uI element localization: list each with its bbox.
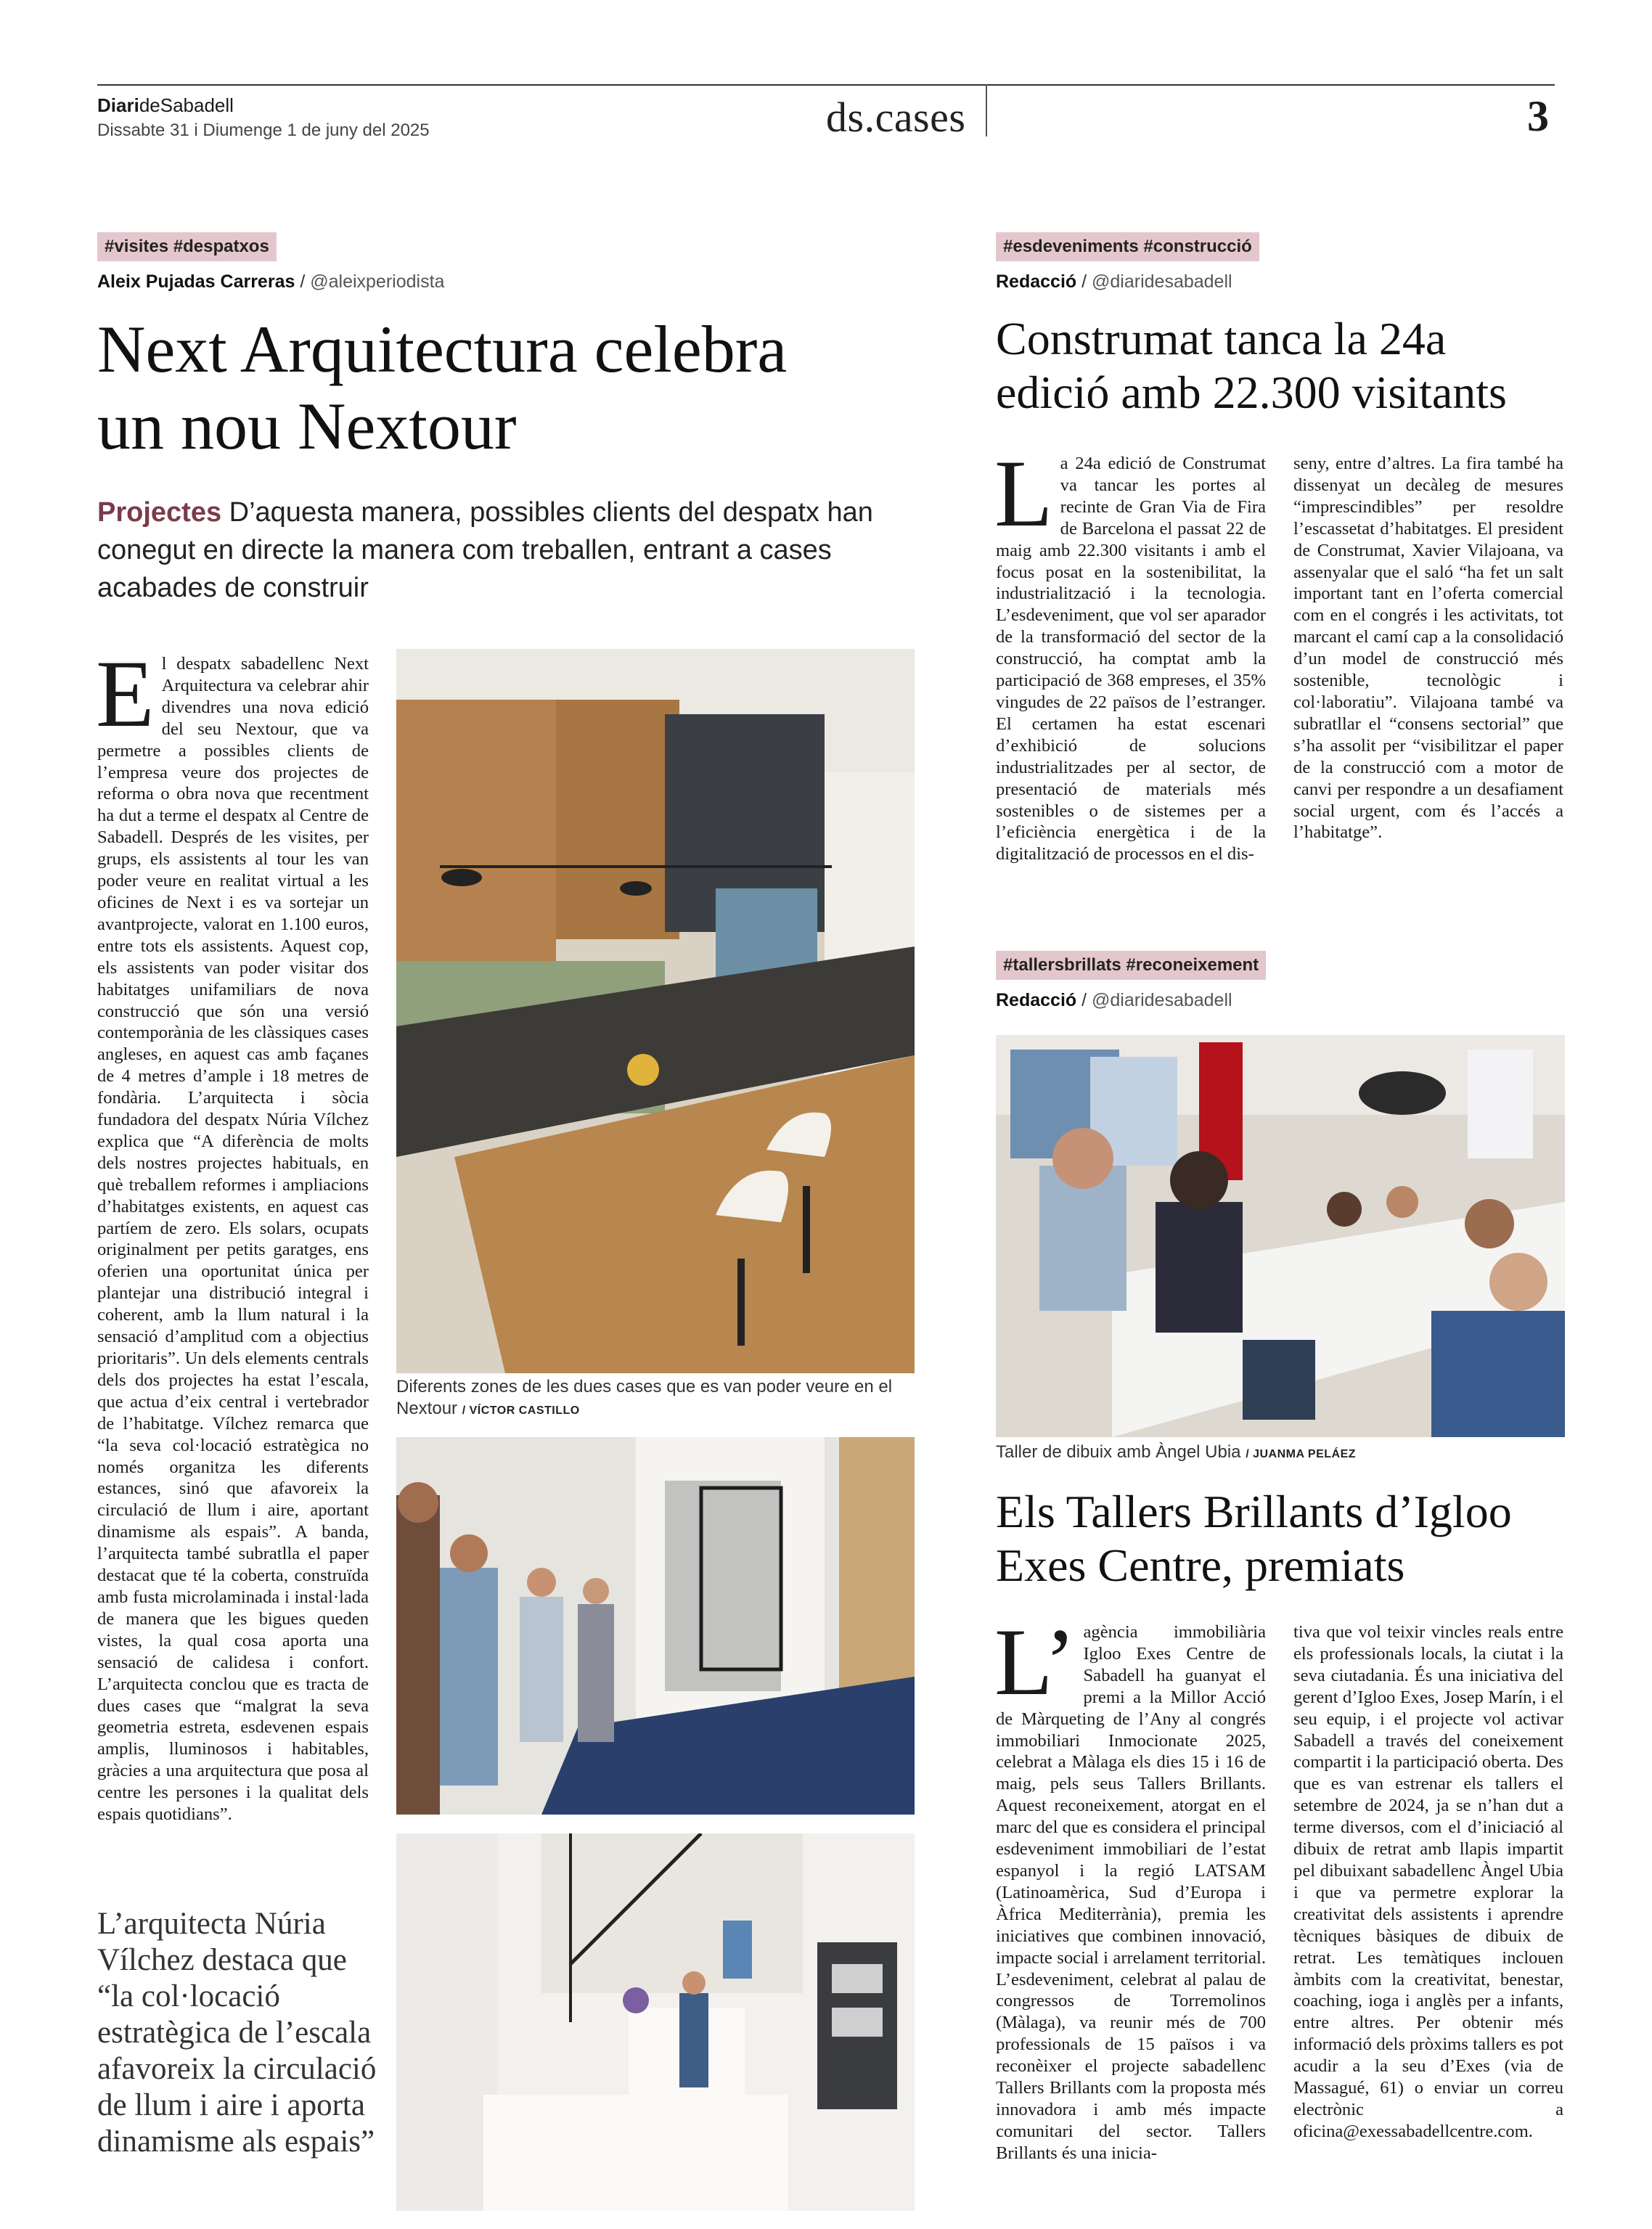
- stairs-photo: [396, 1833, 915, 2211]
- page-number: 3: [1527, 92, 1549, 140]
- article-body-col1: L’ agència immobiliària Igloo Exes Centre de Sabadell ha guanyat el premi a la Millor Acció de Màrqueting de l’Any al congrés immobiliari Inmocionate 2025, celebrat a Màlaga els dies 15 i 16 de maig, pels seus Tallers Brillants. Aquest reconeixement, atorgat en el marc del que es considera el principal esdeveniment immobiliari de l’estat espanyol i la regió LATSAM (Latinoamèrica, Sud d’Europa i Àfrica Mediterrània), premia les iniciatives que combinen innovació, impacte social i arrelament territorial. L’esdeveniment, celebrat al palau de congressos de Torremolinos (Màlaga), va reunir més de 700 professionals de 15 països i va reconèixer el projecte sabadellenc Tallers Brillants com la proposta més innovadora i amb més impacte comunitari del sector. Tallers Brillants és una inicia-: [994, 1608, 1266, 2163]
- drawing-workshop-photo: [996, 1035, 1565, 1437]
- section-separator: [986, 84, 987, 136]
- byline: Aleix Pujadas Carreras / @aleixperiodista: [97, 271, 445, 292]
- photo-credit: / VÍCTOR CASTILLO: [462, 1404, 580, 1417]
- drop-cap: L’: [994, 1608, 1076, 1715]
- photo-caption: Taller de dibuix amb Àngel Ubia / JUANMA PELÁEZ: [996, 1442, 1357, 1462]
- article-headline: Construmat tanca la 24a edició amb 22.300 visitants: [996, 313, 1507, 418]
- kitchen-photo: [396, 649, 915, 1373]
- section-name: ds.cases: [826, 94, 966, 141]
- paper-name: DiarideSabadell: [97, 94, 234, 116]
- pull-quote: L’arquitecta Núria Vílchez destaca que “la col·locació estratègica de l’escala afavoreix la circulació de llum i aire i aporta dinamisme als espais”: [97, 1907, 377, 2159]
- visitors-photo: [396, 1437, 915, 1815]
- author-handle[interactable]: @diaridesabadell: [1092, 271, 1232, 292]
- author-handle[interactable]: @diaridesabadell: [1092, 990, 1232, 1010]
- issue-date: Dissabte 31 i Diumenge 1 de juny del 2025: [97, 120, 430, 140]
- author-name: Redacció: [996, 990, 1077, 1010]
- author-name: Aleix Pujadas Carreras: [97, 271, 295, 292]
- author-handle[interactable]: @aleixperiodista: [310, 271, 445, 292]
- byline: Redacció / @diaridesabadell: [996, 271, 1232, 292]
- article-body: E l despatx sabadellenc Next Arquitectura va celebrar ahir divendres una nova edició del seu Nextour, que va permetre a possibles clients de l’empresa veure dos projectes de reforma o obra nova que recentment ha dut a terme el despatx al Centre de Sabadell. Després de les visites, per grups, els assistents al tour les van poder veure en realitat virtual a les oficines de Next i es va sortejar un avantprojecte, valorat en 1.100 euros, entre tots els assistents. Aquest cop, els assistents van poder visitar dos habitatges unifamiliars de nova construcció que són una versió contemporània de les clàssiques cases angleses, en aquest cas amb façanes de 4 metres d’ample i 18 metres de fondària. L’arquitecta i sòcia fundadora del despatx Núria Vílchez explica que “A diferència de molts dels nostres projectes habituals, en què treballem reformes i ampliacions d’habitatges existents, en aquest cas partíem de zero. Els solars, ocupats originalment per petits garatges, ens oferien una oportunitat única per plantejar una distribució integral i coherent, amb la llum natural i la sensació d’amplitud com a objectius prioritaris”. Un dels elements centrals dels dos projectes ha estat l’escala, que actua d’eix central i vertebrador de l’habitatge. Vílchez remarca que “la seva col·locació estratègica no només organitza les diferents estances, sinó que afavoreix la circulació de llum i aire, aportant dinamisme als espais”. A banda, l’arquitecta també subratlla el paper destacat que té la coberta, construïda amb fusta microlaminada i instal·lada de manera que les bigues queden vistes, la qual cosa aporta una sensació de calidesa i confort. L’arquitecta conclou que es tracta de dues cases que “malgrat la seva geometria estreta, esdevenen espais amplis, lluminosos i habitables, gràcies a una arquitectura que posa al centre les persones i la qualitat dels espais quotidians”.: [96, 640, 369, 1825]
- photo-credit: / JUANMA PELÁEZ: [1246, 1448, 1357, 1460]
- drop-cap: L: [994, 440, 1053, 547]
- article-tag: #visites #despatxos: [97, 232, 277, 261]
- article-tag: #tallersbrillats #reconeixement: [996, 951, 1266, 980]
- author-name: Redacció: [996, 271, 1077, 292]
- article-body-col1: L a 24a edició de Construmat va tancar les portes al recinte de Gran Via de Fira de Barcelona el passat 22 de maig amb 22.300 visitants i amb el focus posat en la sostenibilitat, la industrialització i la tecnologia. L’esdeveniment, que vol ser aparador de la transformació del sector de la construcció, ha comptat amb la participació de 368 empreses, el 35% vingudes de 22 països de l’estranger. El certamen ha estat escenari d’exhibició de solucions industrialitzades per al sector, de presentació de materials més sostenibles o de sistemes per a l’eficiència energètica i de la digitalització de processos en el dis-: [994, 440, 1266, 864]
- article-body-col2: seny, entre d’altres. La fira també ha dissenyat un decàleg de mesures “imprescindibles” per resoldre l’escassetat d’habitatges. El president de Construmat, Xavier Vilajoana, va assenyalar que el saló “ha fet un salt important tant en l’oferta comercial com en el congrés i les activitats, tot marcant el camí cap a la consolidació d’un model de construcció més sostenible, tecnològic i col·laboratiu”. Vilajoana també va subratllar el “consens sectorial” que s’ha assolit per “visibilitzar el paper de la construcció com a motor de canvi per respondre a un desafiament social urgent, com és l’accés a l’habitatge”.: [1293, 454, 1563, 843]
- article-headline: Els Tallers Brillants d’Igloo Exes Centre, premiats: [996, 1486, 1512, 1591]
- article-deck: Projectes D’aquesta manera, possibles clients del despatx han conegut en directe la manera com treballen, entrant a cases acabades de construir: [97, 497, 873, 603]
- article-tag: #esdeveniments #construcció: [996, 232, 1259, 261]
- article-headline: Next Arquitectura celebra un nou Nextour: [97, 312, 788, 463]
- article-body-col2: tiva que vol teixir vincles reals entre els professionals locals, la ciutat i la seva ciutadania. És una iniciativa del gerent d’Igloo Exes, Josep Marín, i el seu equip, i el projecte vol activar Sabadell a través del coneixement compartit i la participació oberta. Des que es van estrenar els tallers el setembre de 2024, ja se n’han dut a terme diversos, com el d’iniciació al dibuix de retrat amb llapis impartit pel dibuixant sabadellenc Àngel Ubia i que va permetre explorar la creativitat dels assistents i aprendre tècniques bàsiques de dibuix de retrat. Les temàtiques inclouen àmbits com la creativitat, benestar, coaching, ioga i anglès per a infants, entre altres. Per obtenir més informació dels pròxims tallers es pot acudir a la seu d’Exes (via de Massagué, 61) o enviar un correu electrònic a oficina@exessabadellcentre.com.: [1293, 1622, 1563, 2141]
- byline: Redacció / @diaridesabadell: [996, 990, 1232, 1010]
- top-rule: [97, 84, 1555, 86]
- deck-kicker: Projectes: [97, 497, 222, 528]
- photo-caption: Diferents zones de les dues cases que es van poder veure en el Nextour / VÍCTOR CASTILLO: [396, 1377, 893, 1418]
- drop-cap: E: [96, 640, 155, 747]
